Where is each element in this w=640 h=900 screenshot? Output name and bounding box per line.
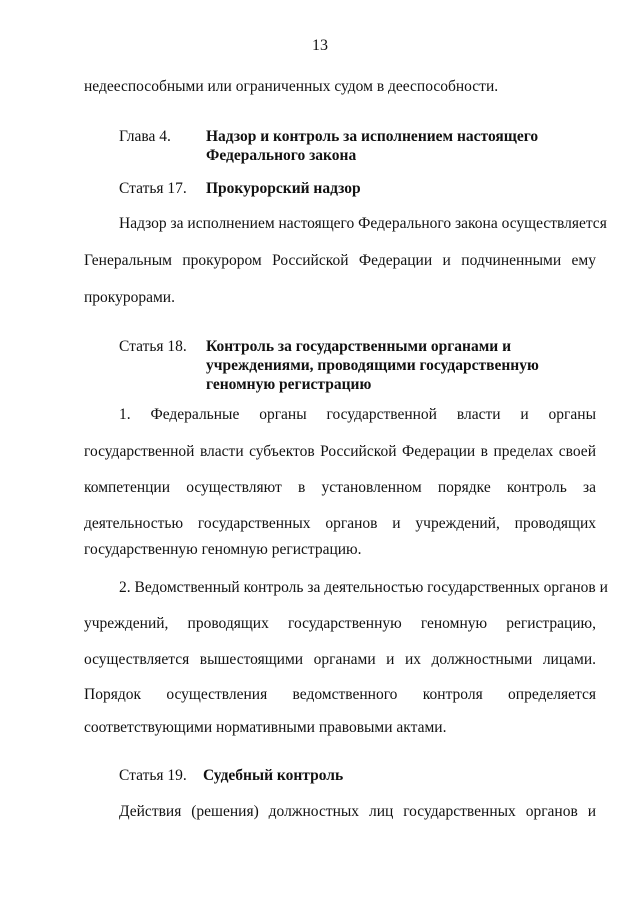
paragraph-line: учреждений, проводящих государственную геномную регистрацию, [84, 615, 596, 632]
paragraph-line: Действия (решения) должностных лиц государственных органов и [119, 803, 596, 820]
article-title-line: Контроль за государственными органами и [206, 338, 512, 355]
paragraph-line: компетенции осуществляют в установленном порядке контроль за [84, 479, 596, 496]
paragraph-line: соответствующими нормативными правовыми актами. [84, 719, 447, 736]
article-title-line: Судебный контроль [203, 767, 344, 784]
paragraph-line: 1. Федеральные органы государственной власти и органы [119, 406, 596, 423]
paragraph-line: Генеральным прокурором Российской Федерации и подчиненными ему [84, 252, 596, 269]
intro-text-line: недееспособными или ограниченных судом в дееспособности. [84, 78, 499, 95]
chapter-title-line: Надзор и контроль за исполнением настоящего [206, 128, 539, 145]
chapter-title [206, 127, 606, 165]
paragraph-line: государственную геномную регистрацию. [84, 541, 362, 558]
article-title-line: учреждениями, проводящими государственную [206, 357, 539, 374]
article-title-line: Прокурорский надзор [206, 180, 361, 197]
paragraph-line: 2. Ведомственный контроль за деятельностью государственных органов и [119, 579, 608, 596]
paragraph-line: прокурорами. [84, 289, 175, 306]
chapter-label: Глава 4. [119, 128, 171, 145]
paragraph-line: деятельностью государственных органов и учреждений, проводящих [84, 515, 596, 532]
article-title [206, 179, 606, 198]
paragraph-line: Надзор за исполнением настоящего Федерального закона осуществляется [119, 215, 607, 232]
article-label: Статья 17. [119, 180, 187, 197]
paragraph-line: государственной власти субъектов Российской Федерации в пределах своей [84, 443, 596, 460]
article-title [206, 337, 606, 394]
paragraph-line: осуществляется вышестоящими органами и их должностными лицами. [84, 651, 596, 668]
article-title [203, 766, 603, 785]
paragraph-line: Порядок осуществления ведомственного контроля определяется [84, 686, 596, 703]
article-title-line: геномную регистрацию [206, 376, 372, 393]
page-number: 13 [312, 37, 328, 54]
article-label: Статья 18. [119, 338, 187, 355]
article-label: Статья 19. [119, 767, 187, 784]
chapter-title-line: Федерального закона [206, 147, 357, 164]
